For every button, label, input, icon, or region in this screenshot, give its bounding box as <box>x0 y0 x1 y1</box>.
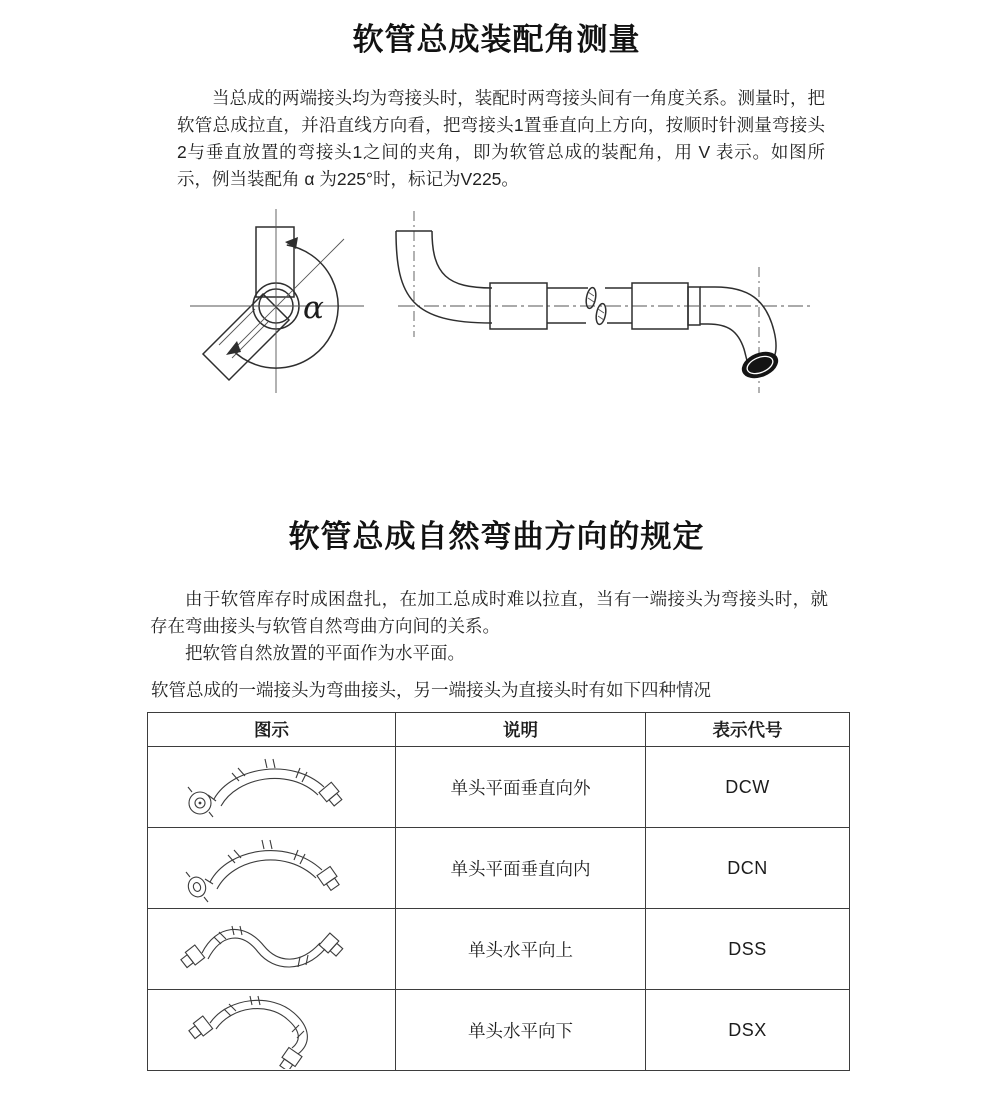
col-header-description: 说明 <box>396 713 646 747</box>
table-row <box>148 747 850 828</box>
assembly-angle-figure <box>0 195 993 423</box>
hose-horizontal-down-illustration <box>172 991 372 1069</box>
front-view-diagram <box>190 209 364 393</box>
description-cell: 单头水平向下 <box>396 990 646 1071</box>
code-cell: DCN <box>646 828 850 909</box>
table-header-row <box>148 713 850 747</box>
section2-paragraph-2: 把软管自然放置的平面作为水平面。 <box>185 643 465 663</box>
side-view-diagram <box>396 211 814 393</box>
bend-direction-table <box>147 712 850 1071</box>
code-cell: DSX <box>646 990 850 1071</box>
section1-title: 软管总成装配角测量 <box>352 22 641 57</box>
col-header-code: 表示代号 <box>646 713 850 747</box>
table-row <box>148 828 850 909</box>
section2-paragraph-1: 由于软管库存时成困盘扎，在加工总成时难以拉直，当有一端接头为弯接头时，就存在弯曲接头与软管自然弯曲方向间的关系。 <box>150 589 828 636</box>
section1-paragraph: 当总成的两端接头均为弯接头时，装配时两弯接头间有一角度关系。测量时，把软管总成拉直，并沿直线方向看，把弯接头1置垂直向上方向，按顺时针测量弯接头2与垂直放置的弯接头1之间的夹角，即为软管总成的装配角，用 V 表示。如图所示，例当装配角 α 为225°时，标记为V225。 <box>177 88 825 189</box>
code-cell: DSS <box>646 909 850 990</box>
table-row <box>148 909 850 990</box>
description-cell: 单头平面垂直向内 <box>396 828 646 909</box>
col-header-illustration: 图示 <box>148 713 396 747</box>
section2-title: 软管总成自然弯曲方向的规定 <box>288 519 705 554</box>
description-cell: 单头平面垂直向外 <box>396 747 646 828</box>
arc-arrow-bottom <box>226 341 241 355</box>
table-row <box>148 990 850 1071</box>
description-cell: 单头水平向上 <box>396 909 646 990</box>
hose-plane-inward-illustration <box>172 832 372 904</box>
alpha-angle-label: α <box>303 290 324 326</box>
arc-arrow-top <box>285 237 298 249</box>
hose-plane-outward-illustration <box>172 751 372 823</box>
code-cell: DCW <box>646 747 850 828</box>
table-intro-line: 软管总成的一端接头为弯曲接头，另一端接头为直接头时有如下四种情况 <box>151 680 711 700</box>
hose-horizontal-up-illustration <box>172 913 372 985</box>
